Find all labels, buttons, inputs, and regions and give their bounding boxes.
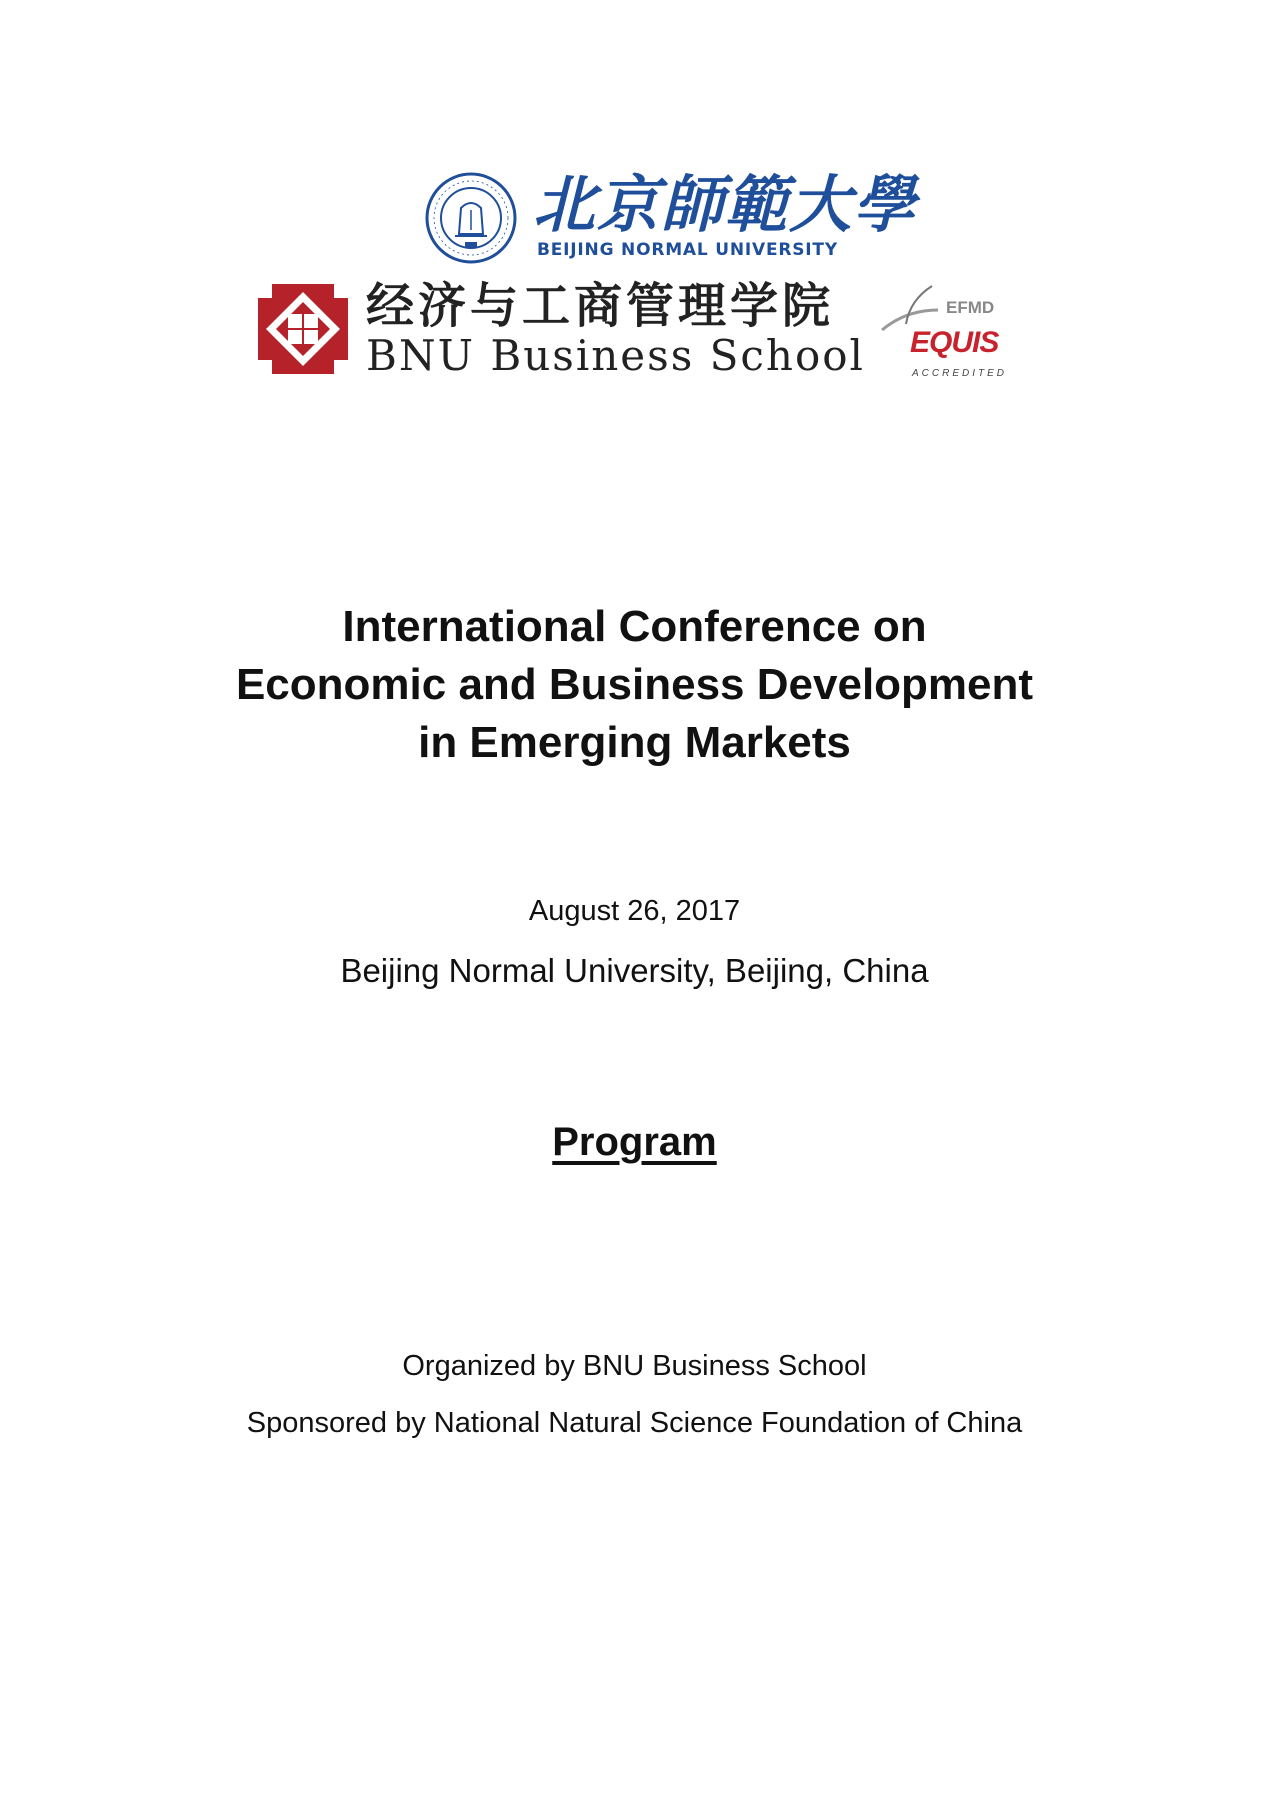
bnu-english-name: BEIJING NORMAL UNIVERSITY xyxy=(537,240,838,260)
school-english-name: BNU Business School xyxy=(366,331,865,380)
conference-venue: Beijing Normal University, Beijing, China xyxy=(340,952,929,989)
school-chinese-name: 经济与工商管理学院 xyxy=(366,278,835,334)
organized-by: Organized by BNU Business School xyxy=(402,1350,867,1382)
equis-label: EQUIS xyxy=(910,326,999,359)
bnu-business-school-emblem-icon xyxy=(256,282,350,376)
conference-date: August 26, 2017 xyxy=(528,895,741,927)
sponsored-by: Sponsored by National Natural Science Foundation of China xyxy=(246,1407,1023,1439)
title-line-2: Economic and Business Development xyxy=(235,660,1034,709)
title-line-3: in Emerging Markets xyxy=(418,718,851,767)
bnu-chinese-name: 北京師範大學 xyxy=(533,168,918,241)
bnu-seal-icon xyxy=(425,172,517,264)
bnu-logo xyxy=(425,168,918,268)
conference-title xyxy=(0,598,1269,772)
efmd-label: EFMD xyxy=(946,298,995,317)
program-heading: Program xyxy=(552,1120,717,1164)
equis-accreditation-logo xyxy=(876,280,1006,380)
accredited-label: ACCREDITED xyxy=(912,368,1008,379)
title-line-1: International Conference on xyxy=(342,602,927,651)
